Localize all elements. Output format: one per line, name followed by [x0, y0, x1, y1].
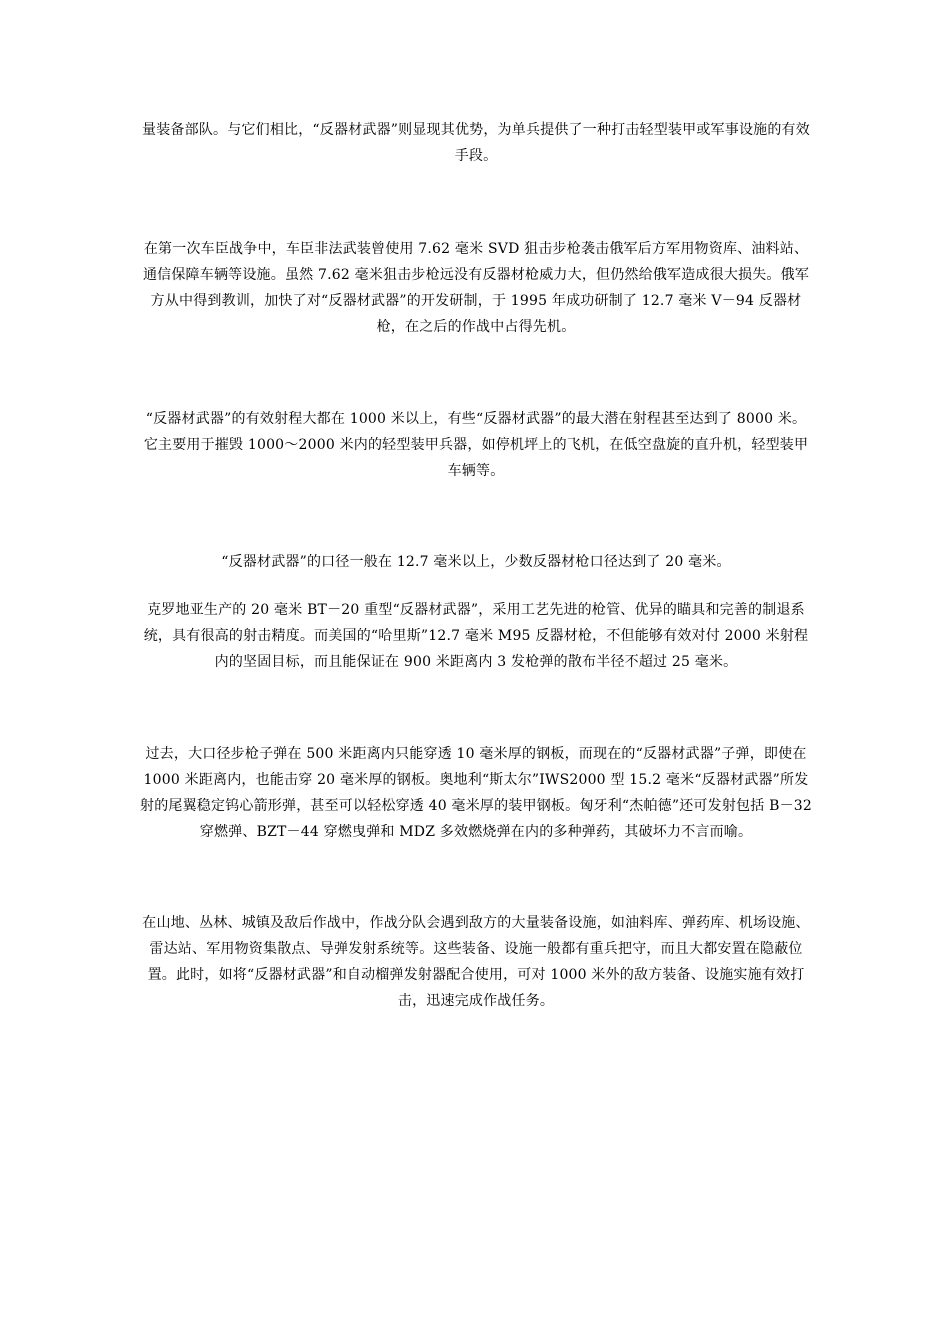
paragraph: 量装备部队。与它们相比，“反器材武器”则显现其优势，为单兵提供了一种打击轻型装甲或军事设施的有效手段。 — [142, 122, 810, 164]
paragraph: 克罗地亚生产的 20 毫米 BT－20 重型“反器材武器”，采用工艺先进的枪管、优异的瞄具和完善的制退系统，具有很高的射击精度。而美国的“哈里斯”12.7 毫米 M95 反器材枪，不但能够有效对付 2000 米射程内的坚固目标，而且能保证在 900 米距离内 3 发枪弹的散布半径不超过 25 毫米。 — [143, 602, 809, 670]
paragraph: 过去，大口径步枪子弹在 500 米距离内只能穿透 10 毫米厚的钢板，而现在的“反器材武器”子弹，即使在 1000 米距离内，也能击穿 20 毫米厚的钢板。奥地利“斯太尔”IWS2000 型 15.2 毫米“反器材武器”所发射的尾翼稳定钨心箭形弹，甚至可以轻松穿透 40 毫米厚的装甲钢板。匈牙利“杰帕德”还可发射包括 B－32 穿燃弹、BZT－44 穿燃曳弹和 MDZ 多效燃烧弹在内的多种弹药，其破坏力不言而喻。 — [140, 746, 812, 840]
paragraph: “反器材武器”的有效射程大都在 1000 米以上，有些“反器材武器”的最大潜在射程甚至达到了 8000 米。它主要用于摧毁 1000～2000 米内的轻型装甲兵器，如停机坪上的飞机，在低空盘旋的直升机，轻型装甲车辆等。 — [143, 411, 809, 479]
paragraph: 在山地、丛林、城镇及敌后作战中，作战分队会遇到敌方的大量装备设施，如油料库、弹药库、机场设施、雷达站、军用物资集散点、导弹发射系统等。这些装备、设施一般都有重兵把守，而且大都安置在隐蔽位置。此时，如将“反器材武器”和自动榴弹发射器配合使用，可对 1000 米外的敌方装备、设施实施有效打击，迅速完成作战任务。 — [142, 915, 810, 1009]
paragraph: 在第一次车臣战争中，车臣非法武装曾使用 7.62 毫米 SVD 狙击步枪袭击俄军后方军用物资库、油料站、通信保障车辆等设施。虽然 7.62 毫米狙击步枪远没有反器材枪威力大，但仍然给俄军造成很大损失。俄军方从中得到教训，加快了对“反器材武器”的开发研制，于 1995 年成功研制了 12.7 毫米 V－94 反器材枪，在之后的作战中占得先机。 — [142, 241, 810, 335]
paragraph: “反器材武器”的口径一般在 12.7 毫米以上，少数反器材枪口径达到了 20 毫米。 — [221, 554, 731, 570]
